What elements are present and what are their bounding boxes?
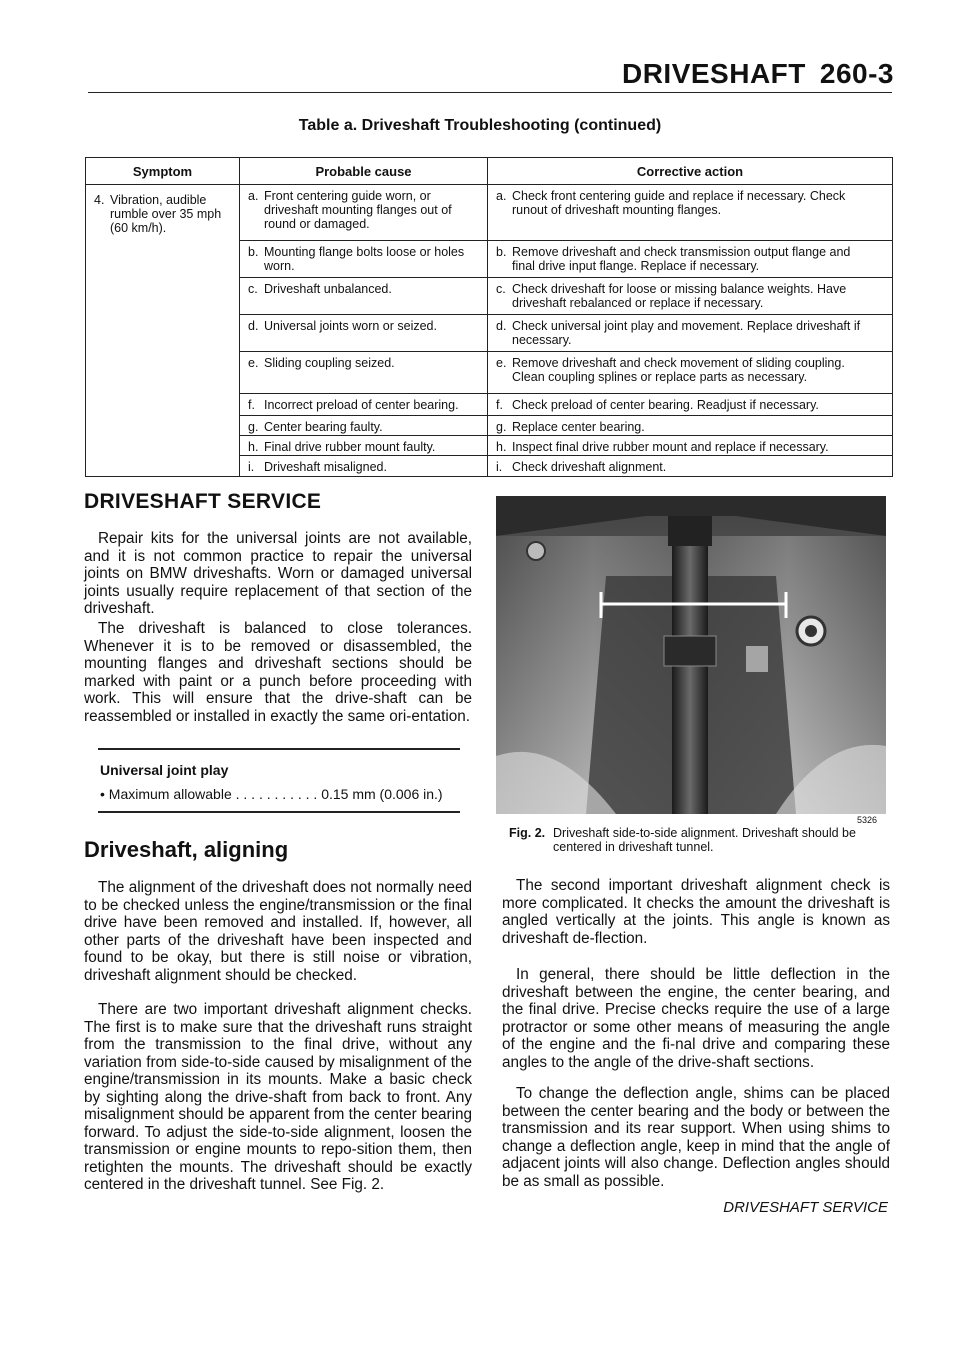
cause-cell	[240, 278, 488, 314]
cause-cell	[240, 436, 488, 455]
row-letter: h.	[248, 440, 259, 454]
col-header-symptom: Symptom	[86, 158, 240, 184]
row-letter: i.	[248, 460, 255, 474]
spec-label: Maximum allowable	[108, 786, 232, 802]
section-title: DRIVESHAFT	[621, 58, 806, 89]
troubleshooting-table	[85, 157, 893, 477]
page-footer: DRIVESHAFT SERVICE	[723, 1199, 888, 1216]
action-text: Check driveshaft alignment.	[512, 460, 667, 474]
cause-text: Universal joints worn or seized.	[264, 319, 437, 333]
action-text: Remove driveshaft and check transmission output flange and final drive input flange. Replace if necessary.	[512, 245, 851, 273]
row-letter: b.	[496, 245, 507, 259]
row-letter: c.	[496, 282, 506, 296]
aligning-paragraph-1: The alignment of the driveshaft does not normally need to be checked unless the engine/transmission or the final drive have been removed and installed. If, however, all other parts of the driveshaft have been inspected and found to be okay, but there is still noise or vibration, driveshaft alignment should be checked.	[84, 879, 472, 984]
spec-leader-dots: . . . . . . . . . . .	[231, 786, 318, 802]
row-letter: c.	[248, 282, 258, 296]
action-text: Check front centering guide and replace if necessary. Check runout of driveshaft mounting flanges.	[512, 189, 846, 217]
cause-cell	[240, 416, 488, 435]
cause-text: Driveshaft unbalanced.	[264, 282, 392, 296]
action-cell	[488, 352, 892, 393]
table-row	[240, 278, 892, 315]
spec-rule-top	[98, 748, 460, 750]
table-row	[240, 315, 892, 352]
driveshaft-tunnel-photo	[496, 496, 886, 814]
action-text: Remove driveshaft and check movement of sliding coupling. Clean coupling splines or replace parts as necessary.	[512, 356, 845, 384]
table-title: Table a. Driveshaft Troubleshooting (continued)	[298, 117, 662, 134]
col-header-cause: Probable cause	[240, 158, 488, 184]
symptom-text: Vibration, audible rumble over 35 mph (60 km/h).	[110, 193, 222, 235]
table-row	[240, 456, 892, 476]
row-letter: a.	[248, 189, 259, 203]
table-row	[240, 352, 892, 394]
spec-rule-bottom	[98, 811, 460, 813]
deflection-paragraph-2: In general, there should be little deflection in the driveshaft between the engine, the center bearing, and the final drive. Precise checks require the use of a large protractor or some other means of measuring the angle of the engine and the fi-nal drive and comparing these angles to the angle of the drive-shaft sections.	[502, 966, 890, 1071]
cause-text: Sliding coupling seized.	[264, 356, 395, 370]
table-body	[86, 185, 892, 476]
row-letter: d.	[496, 319, 507, 333]
action-text: Check preload of center bearing. Readjust if necessary.	[512, 398, 819, 412]
row-letter: e.	[496, 356, 507, 370]
cause-cell	[240, 241, 488, 277]
action-cell	[488, 456, 892, 476]
spec-title: Universal joint play	[100, 762, 229, 778]
service-paragraph-1: Repair kits for the universal joints are not available, and it is not common practice to repair the universal joints on BMW driveshafts. Worn or damaged universal joints usually require replacement of that section of the driveshaft.	[84, 530, 472, 617]
action-cell	[488, 241, 892, 277]
row-letter: e.	[248, 356, 259, 370]
row-letter: b.	[248, 245, 259, 259]
cause-text: Final drive rubber mount faulty.	[264, 440, 436, 454]
symptom-number: 4.	[94, 193, 105, 207]
page-header	[622, 58, 894, 90]
action-text: Replace center bearing.	[512, 420, 645, 434]
section-heading: DRIVESHAFT SERVICE	[84, 490, 322, 513]
figure-caption	[509, 826, 889, 854]
cause-cell	[240, 185, 488, 240]
table-row	[240, 436, 892, 456]
symptom-cell	[86, 185, 240, 476]
action-text: Check driveshaft for loose or missing balance weights. Have driveshaft rebalanced or replace if necessary.	[512, 282, 847, 310]
table-header-row	[86, 158, 892, 185]
table-row	[240, 416, 892, 436]
row-letter: f.	[496, 398, 503, 412]
figure-label: Fig. 2.	[509, 826, 546, 840]
row-letter: g.	[248, 420, 259, 434]
cause-text: Driveshaft misaligned.	[264, 460, 387, 474]
spec-value: 0.15 mm (0.006 in.)	[321, 786, 443, 802]
page-number: 260-3	[819, 58, 894, 89]
aligning-paragraph-2: There are two important driveshaft alignment checks. The first is to make sure that the driveshaft runs straight from the transmission to the final drive, without any variation from side-to-side caused by misalignment of the engine/transmission in its mounts. Make a basic check by sighting along the drive-shaft from back to front. Any misalignment should be apparent from the center bearing forward. To adjust the side-to-side alignment, loosen the transmission or engine mounts to repo-sition them, then retighten the mounts. The driveshaft should be exactly centered in the driveshaft tunnel. See Fig. 2.	[84, 1001, 472, 1193]
action-text: Check universal joint play and movement. Replace driveshaft if necessary.	[512, 319, 861, 347]
cause-cell	[240, 394, 488, 415]
action-text: Inspect final drive rubber mount and replace if necessary.	[512, 440, 829, 454]
action-cell	[488, 185, 892, 240]
action-cell	[488, 416, 892, 435]
table-row	[240, 185, 892, 241]
subsection-heading: Driveshaft, aligning	[84, 837, 289, 862]
row-letter: d.	[248, 319, 259, 333]
row-letter: g.	[496, 420, 507, 434]
action-cell	[488, 436, 892, 455]
cause-text: Front centering guide worn, or driveshaft mounting flanges out of round or damaged.	[264, 189, 452, 231]
action-cell	[488, 394, 892, 415]
deflection-paragraph-1: The second important driveshaft alignment check is more complicated. It checks the amount the driveshaft is angled vertically at the joints. This angle is known as driveshaft de-flection.	[502, 877, 890, 947]
deflection-paragraph-3: To change the deflection angle, shims can be placed between the center bearing and the body or between the transmission and its rear support. When using shims to change a deflection angle, keep in mind that the angle of adjacent joints will also change. Deflection angles should be as small as possible.	[502, 1085, 890, 1190]
header-rule	[88, 92, 892, 93]
caption-text: Driveshaft side-to-side alignment. Driveshaft should be centered in driveshaft tunnel.	[553, 826, 856, 854]
table-row	[240, 394, 892, 416]
table-row	[240, 241, 892, 278]
row-letter: f.	[248, 398, 255, 412]
spec-bullet: •	[100, 786, 105, 802]
col-header-action: Corrective action	[636, 163, 744, 179]
action-cell	[488, 315, 892, 351]
cause-text: Mounting flange bolts loose or holes worn.	[264, 245, 465, 273]
row-letter: a.	[496, 189, 507, 203]
cause-text: Incorrect preload of center bearing.	[264, 398, 459, 412]
action-cell	[488, 278, 892, 314]
row-letter: i.	[496, 460, 503, 474]
cause-cell	[240, 352, 488, 393]
service-paragraph-2: The driveshaft is balanced to close tolerances. Whenever it is to be removed or disassembled, the mounting flanges and driveshaft sections should be marked with paint or a punch before proceeding with work. This will ensure that the drive-shaft can be reassembled or installed in exactly the same ori-entation.	[84, 620, 472, 725]
cause-text: Center bearing faulty.	[264, 420, 383, 434]
cause-cell	[240, 456, 488, 476]
row-letter: h.	[496, 440, 507, 454]
spec-line	[100, 786, 443, 802]
figure-number: 5326	[857, 815, 878, 825]
cause-cell	[240, 315, 488, 351]
